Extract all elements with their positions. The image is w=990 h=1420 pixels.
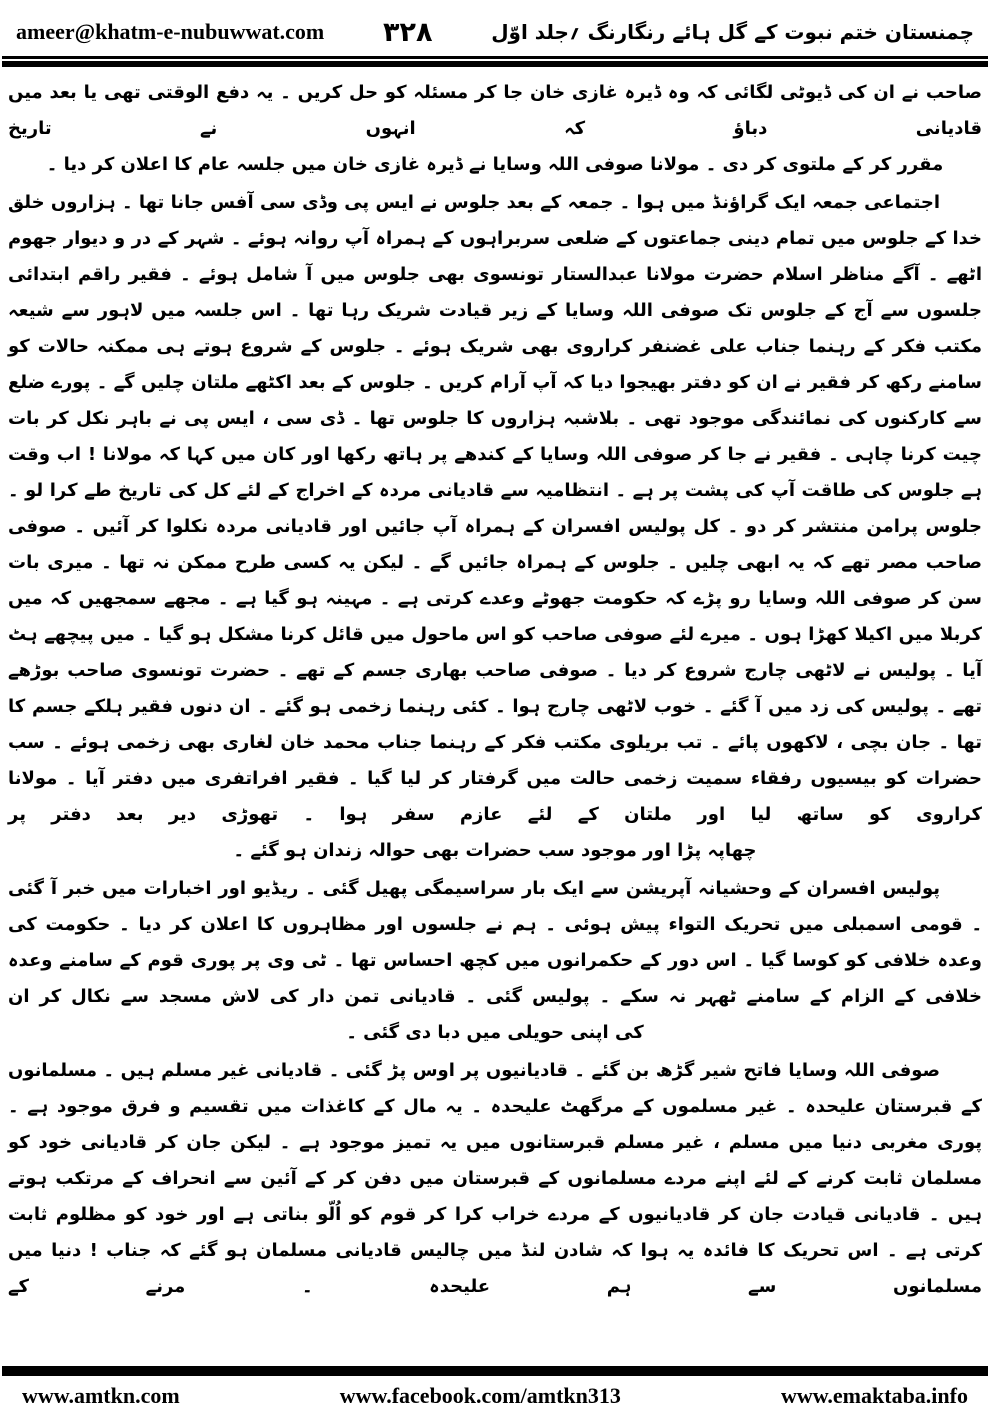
footer-links	[0, 1376, 990, 1420]
paragraph	[8, 871, 982, 1051]
paragraph-text: اجتماعی جمعہ ایک گراؤنڈ میں ہوا ۔ جمعہ کے بعد جلوس نے ایس پی وڈی سی آفس جانا تھا ۔ ہزاروں خلق خدا کے جلوس میں تمام دینی جماعتوں کے ضلعی سربراہوں کے ہمراہ آپ روانہ ہوئے ۔ شہر کے در و دیوار جھوم اٹھے ۔ آگے مناظر اسلام حضرت مولانا عبدالستار تونسوی بھی جلوس میں آ شامل ہوئے ۔ فقیر راقم ابتدائی جلسوں سے آج کے جلوس تک صوفی اللہ وسایا کے زیر قیادت شریک رہا تھا ۔ اس جلسہ میں لاہور سے شیعہ مکتب فکر کے رہنما جناب علی غضنفر کراروی بھی شریک ہوئے ۔ جلوس کے شروع ہوتے ہی ممکنہ حالات کو سامنے رکھ کر فقیر نے ان کو دفتر بھیجوا دیا کہ آپ آرام کریں ۔ جلوس کے بعد اکٹھے ملتان چلیں گے ۔ پورے ضلع سے کارکنوں کی نمائندگی موجود تھی ۔ بلاشبہ ہزاروں کا جلوس تھا ۔ ڈی سی ، ایس پی نے باہر نکل کر بات چیت کرنا چاہی ۔ فقیر نے جا کر صوفی اللہ وسایا کے کندھے پر ہاتھ رکھا اور کان میں کہا کہ مولانا ! اب وقت ہے جلوس کی طاقت آپ کی پشت پر ہے ۔ انتظامیہ سے قادیانی مردہ کے اخراج کے لئے کل کی تاریخ طے کرا لو ۔ جلوس پرامن منتشر کر دو ۔ کل پولیس افسران کے ہمراہ آپ جائیں اور قادیانی مردہ نکلوا کر آئیں ۔ صوفی صاحب مصر تھے کہ یہ ابھی چلیں ۔ جلوس کے ہمراہ جائیں گے ۔ لیکن یہ کسی طرح ممکن نہ تھا ۔ میری بات سن کر صوفی اللہ وسایا رو پڑے کہ حکومت جھوٹے وعدے کرتی ہے ۔ مہینہ ہو گیا ہے ۔ مجھے سمجھیں کہ میں کربلا میں اکیلا کھڑا ہوں ۔ میرے لئے صوفی صاحب کو اس ماحول میں قائل کرنا مشکل ہو گیا ۔ میں پیچھے ہٹ آیا ۔ پولیس نے لاٹھی چارج شروع کر دیا ۔ صوفی صاحب بھاری جسم کے تھے ۔ حضرت تونسوی صاحب بوڑھے تھے ۔ پولیس کی زد میں آ گئے ۔ خوب لاٹھی چارج ہوا ۔ کئی رہنما زخمی ہو گئے ۔ ان دنوں فقیر ہلکے جسم کا تھا ۔ جان بچی ، لاکھوں پائے ۔ تب بریلوی مکتب فکر کے رہنما جناب محمد خان لغاری بھی زخمی ہوئے ۔ سب حضرات کو بیسیوں رفقاء سمیت زخمی حالت میں گرفتار کر لیا گیا ۔ فقیر افراتفری میں دفتر آیا ۔ مولانا کراروی کو ساتھ لیا اور ملتان کے لئے عازم سفر ہوا ۔ تھوڑی دیر بعد دفتر پر	[8, 192, 982, 825]
paragraph-last-line: کی اپنی حویلی میں دبا دی گئی ۔	[346, 1022, 644, 1043]
footer-link-emaktaba: www.emaktaba.info	[780, 1383, 968, 1408]
paragraph-last-line: مقرر کر کے ملتوی کر دی ۔ مولانا صوفی اللہ وسایا نے ڈیرہ غازی خان میں جلسہ عام کا اعلان کر دیا ۔	[46, 154, 944, 175]
book-title: چمنستان ختم نبوت کے گل ہائے رنگارنگ ؍جلد اوّل	[491, 20, 974, 44]
footer-rule	[2, 1366, 988, 1376]
page-header	[0, 0, 990, 67]
header-email: ameer@khatm-e-nubuwwat.com	[16, 19, 325, 44]
paragraph-last-line: چھاپہ پڑا اور موجود سب حضرات بھی حوالہ زندان ہو گئے ۔	[233, 840, 757, 861]
paragraph-text: پولیس افسران کے وحشیانہ آپریشن سے ایک بار سراسیمگی پھیل گئی ۔ ریڈیو اور اخبارات میں خبر آ گئی ۔ قومی اسمبلی میں تحریک التواء پیش ہوئی ۔ ہم نے جلسوں اور مظاہروں کا اعلان کر دیا ۔ حکومت کی وعدہ خلافی کو کوسا گیا ۔ اس دور کے حکمرانوں میں کچھ احساس تھا ۔ ٹی وی پر پوری قوم کے سامنے وعدہ خلافی کے الزام کے سامنے ٹھہر نہ سکے ۔ پولیس گئی ۔ قادیانی تمن دار کی لاش مسجد سے نکال کر ان	[8, 878, 982, 1007]
page-footer	[0, 1366, 990, 1420]
paragraph	[8, 1053, 982, 1305]
paragraph-text: صاحب نے ان کی ڈیوٹی لگائی کہ وہ ڈیرہ غازی خان جا کر مسئلہ کو حل کریں ۔ یہ دفع الوقتی تھی یا بعد میں قادیانی دباؤ کہ انہوں نے تاریخ	[8, 82, 982, 139]
paragraph	[8, 75, 982, 183]
header-rule-thin	[2, 56, 988, 59]
footer-link-amtkn: www.amtkn.com	[22, 1383, 180, 1408]
page-body	[0, 67, 990, 1365]
paragraph	[8, 185, 982, 869]
header-row	[0, 0, 990, 56]
paragraph-text: صوفی اللہ وسایا فاتح شیر گڑھ بن گئے ۔ قادیانیوں پر اوس پڑ گئی ۔ قادیانی غیر مسلم ہیں ۔ مسلمانوں کے قبرستان علیحدہ ۔ غیر مسلموں کے مرگھٹ علیحدہ ۔ یہ مال کے کاغذات میں تقسیم و فرق موجود ہے ۔ پوری مغربی دنیا میں مسلم ، غیر مسلم قبرستانوں میں یہ تمیز موجود ہے ۔ لیکن جان کر قادیانی خود کو مسلمان ثابت کرنے کے لئے اپنے مردے مسلمانوں کے قبرستان میں دفن کر کے آئین سے انحراف کے مرتکب ہوتے ہیں ۔ قادیانی قیادت جان کر قادیانیوں کے مردے خراب کرا کر قوم کو اُلّو بناتی ہے اور خود کو مظلوم ثابت کرتی ہے ۔ اس تحریک کا فائدہ یہ ہوا کہ شادن لنڈ میں چالیس قادیانی مسلمان ہو گئے کہ جناب ! دنیا میں مسلمانوں سے ہم علیحدہ ۔ مرنے کے	[8, 1060, 982, 1297]
page-number: ۳۲۸	[383, 16, 433, 48]
footer-link-facebook: www.facebook.com/amtkn313	[339, 1383, 621, 1408]
